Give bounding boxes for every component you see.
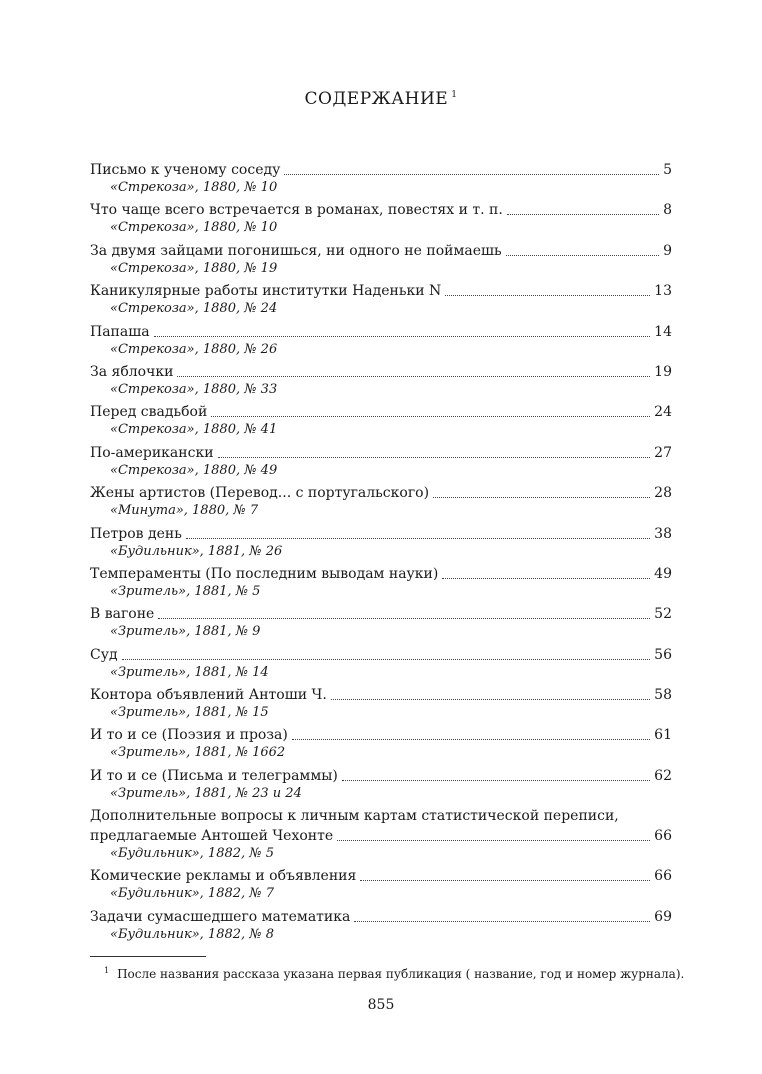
entry-title: За яблочки: [90, 363, 174, 380]
entry-page: 62: [654, 767, 672, 784]
entry-title: Суд: [90, 646, 118, 663]
toc-entry[interactable]: [90, 866, 672, 906]
entry-page: 8: [663, 202, 672, 219]
entry-page: 38: [654, 525, 672, 542]
entry-page: 14: [654, 323, 672, 340]
page-title-text: СОДЕРЖАНИЕ: [304, 89, 449, 109]
leader-dots: [342, 779, 650, 781]
leader-dots: [284, 173, 659, 175]
leader-dots: [433, 496, 650, 498]
leader-dots: [218, 456, 651, 458]
toc-entry[interactable]: [90, 645, 672, 685]
leader-dots: [507, 213, 659, 215]
entry-source: «Будильник», 1882, № 7: [110, 886, 274, 902]
entry-title: По-американски: [90, 444, 214, 461]
toc-entry[interactable]: [90, 402, 672, 442]
entry-page: 19: [654, 363, 672, 380]
toc-entry[interactable]: [90, 725, 672, 765]
entry-page: 66: [654, 828, 672, 845]
leader-dots: [122, 658, 651, 660]
leader-dots: [186, 537, 650, 539]
toc-entry[interactable]: [90, 443, 672, 483]
entry-page: 13: [654, 283, 672, 300]
leader-dots: [211, 415, 650, 417]
entry-title: Перед свадьбой: [90, 404, 208, 421]
leader-dots: [360, 879, 650, 881]
leader-dots: [354, 920, 650, 922]
entry-title: Темпераменты (По последним выводам науки): [90, 565, 439, 582]
entry-title: За двумя зайцами погонишься, ни одного не поймаешь: [90, 242, 502, 259]
entry-page: 66: [654, 868, 672, 885]
entry-page: 69: [654, 908, 672, 925]
entry-source: «Минута», 1880, № 7: [110, 503, 259, 519]
page-number: 855: [367, 997, 395, 1013]
toc-entry[interactable]: [90, 241, 672, 281]
toc-entry[interactable]: [90, 806, 672, 866]
entry-source: «Будильник», 1881, № 26: [110, 543, 283, 559]
leader-dots: [158, 617, 650, 619]
toc-entry[interactable]: [90, 685, 672, 725]
entry-source: «Зритель», 1881, № 15: [110, 705, 269, 721]
entry-page: 24: [654, 404, 672, 421]
entry-title: И то и се (Поэзия и проза): [90, 727, 288, 744]
page-title: [0, 89, 762, 109]
entry-page: 56: [654, 646, 672, 663]
entry-title: Комические рекламы и объявления: [90, 868, 357, 885]
entry-source: «Зритель», 1881, № 9: [110, 624, 261, 640]
toc-entry[interactable]: [90, 281, 672, 321]
toc-entry[interactable]: [90, 766, 672, 806]
leader-dots: [337, 839, 650, 841]
toc-entry[interactable]: [90, 483, 672, 523]
toc-entry[interactable]: [90, 604, 672, 644]
entry-source: «Будильник», 1882, № 5: [110, 846, 274, 862]
footnote-divider: [90, 956, 206, 957]
entry-source: «Стрекоза», 1880, № 41: [110, 422, 278, 438]
toc-entry[interactable]: [90, 200, 672, 240]
entry-title: Жены артистов (Перевод... с португальского): [90, 485, 430, 502]
entry-title: Контора объявлений Антоши Ч.: [90, 687, 327, 704]
entry-source: «Стрекоза», 1880, № 33: [110, 381, 278, 397]
entry-page: 27: [654, 444, 672, 461]
entry-source: «Стрекоза», 1880, № 10: [110, 220, 278, 236]
entry-page: 58: [654, 687, 672, 704]
toc-entry[interactable]: [90, 160, 672, 200]
entry-title: Задачи сумасшедшего математика: [90, 908, 351, 925]
leader-dots: [445, 294, 650, 296]
entry-page: 61: [654, 727, 672, 744]
toc-entry[interactable]: [90, 362, 672, 402]
leader-dots: [506, 254, 659, 256]
leader-dots: [442, 577, 650, 579]
toc-entry[interactable]: [90, 524, 672, 564]
entry-source: «Стрекоза», 1880, № 49: [110, 462, 278, 478]
entry-page: 49: [654, 565, 672, 582]
toc-entry[interactable]: [90, 564, 672, 604]
toc-entry[interactable]: [90, 907, 672, 947]
entry-title: Каникулярные работы институтки Наденьки N: [90, 283, 442, 300]
footnote-marker: 1: [451, 90, 458, 100]
toc-entry[interactable]: [90, 322, 672, 362]
table-of-contents: [90, 160, 672, 947]
entry-title-line1: Дополнительные вопросы к личным картам статистической переписи,: [90, 808, 619, 825]
footnote-mark: 1: [104, 966, 110, 975]
entry-page: 28: [654, 485, 672, 502]
entry-source: «Зритель», 1881, № 5: [110, 583, 261, 599]
entry-source: «Стрекоза», 1880, № 10: [110, 180, 278, 195]
footnote: [104, 963, 684, 982]
leader-dots: [154, 335, 651, 337]
entry-source: «Зритель», 1881, № 23 и 24: [110, 785, 302, 801]
entry-source: «Зритель», 1881, № 1662: [110, 745, 286, 761]
entry-source: «Стрекоза», 1880, № 24: [110, 301, 278, 317]
leader-dots: [177, 375, 650, 377]
entry-page: 9: [663, 242, 672, 259]
entry-title: В вагоне: [90, 606, 155, 623]
entry-source: «Стрекоза», 1880, № 26: [110, 341, 278, 357]
entry-title: Письмо к ученому соседу: [90, 162, 281, 178]
entry-source: «Будильник», 1882, № 8: [110, 926, 274, 942]
leader-dots: [331, 698, 650, 700]
entry-title: Папаша: [90, 323, 150, 340]
footnote-text: После названия рассказа указана первая публикация ( название, год и номер журнала).: [117, 967, 685, 981]
entry-source: «Зритель», 1881, № 14: [110, 664, 269, 680]
entry-title: Что чаще всего встречается в романах, повестях и т. п.: [90, 202, 503, 219]
entry-source: «Стрекоза», 1880, № 19: [110, 260, 278, 276]
leader-dots: [292, 738, 650, 740]
entry-page: 5: [663, 162, 672, 178]
entry-title: предлагаемые Антошей Чехонте: [90, 828, 334, 845]
entry-title: Петров день: [90, 525, 182, 542]
entry-title: И то и се (Письма и телеграммы): [90, 767, 338, 784]
entry-page: 52: [654, 606, 672, 623]
